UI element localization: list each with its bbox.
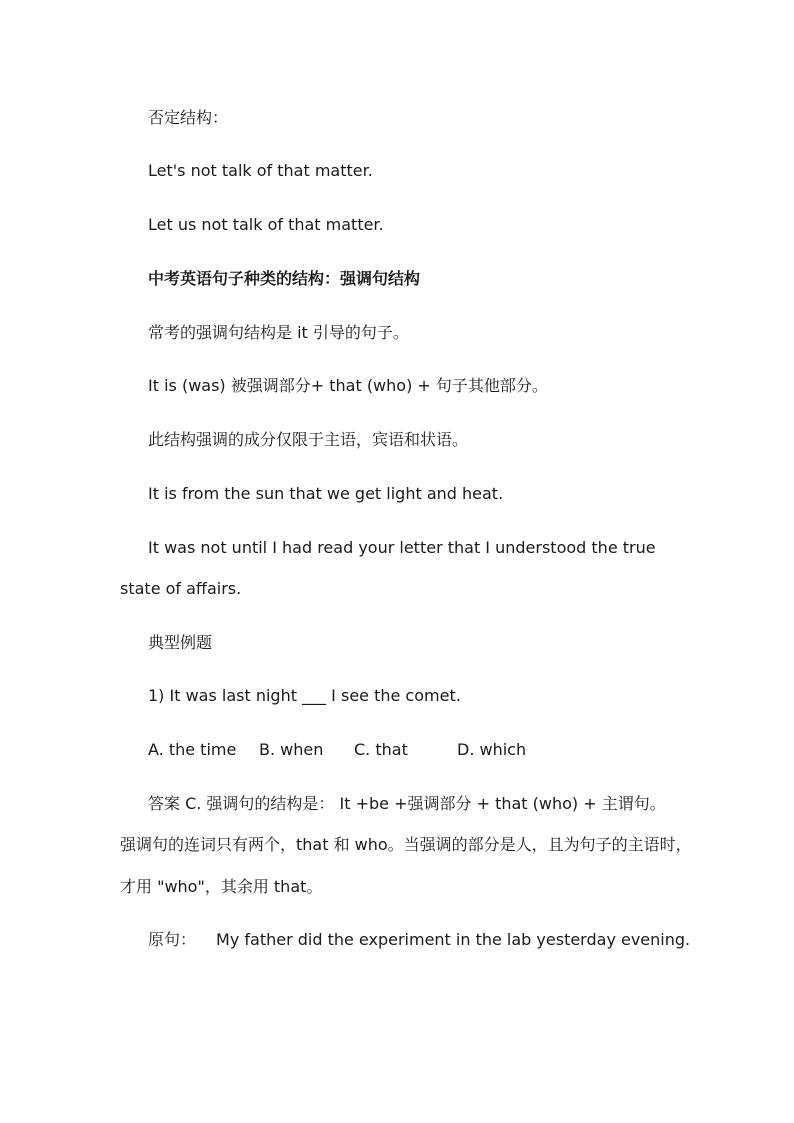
emphasis-formula: It is (was) 被强调部分+ that (who) + 句子其他部分。 <box>148 376 548 395</box>
typical-examples-heading: 典型例题 <box>148 633 213 652</box>
emphasis-common-note: 常考的强调句结构是 it 引导的句子。 <box>148 323 409 342</box>
emphasis-example-1: It is from the sun that we get light and heat. <box>148 484 504 503</box>
option-c: C. that <box>354 740 408 759</box>
answer-line-2: 强调句的连词只有两个，that 和 who。当强调的部分是人，且为句子的主语时， <box>120 835 692 854</box>
original-sentence: My father did the experiment in the lab yesterday evening. <box>216 930 691 949</box>
emphasis-structure-heading: 中考英语句子种类的结构：强调句结构 <box>148 269 421 288</box>
question-1: 1) It was last night ___ I see the comet. <box>148 686 461 705</box>
option-d: D. which <box>457 740 527 759</box>
negative-example-2: Let us not talk of that matter. <box>148 215 384 234</box>
negative-structure-heading: 否定结构： <box>148 108 229 127</box>
emphasis-example-2-line-2: state of affairs. <box>120 579 242 598</box>
emphasis-example-2-line-1: It was not until I had read your letter that I understood the true <box>148 538 656 557</box>
negative-example-1: Let's not talk of that matter. <box>148 161 373 180</box>
original-sentence-label: 原句： <box>148 930 197 949</box>
answer-options <box>148 740 526 760</box>
option-b: B. when <box>259 740 324 759</box>
option-a: A. the time <box>148 740 237 759</box>
answer-line-3: 才用 "who"，其余用 that。 <box>120 877 323 896</box>
original-sentence-row <box>148 930 690 950</box>
emphasis-limit-note: 此结构强调的成分仅限于主语，宾语和状语。 <box>148 430 469 449</box>
answer-line-1: 答案 C. 强调句的结构是： It +be +强调部分 + that (who) + 主谓句。 <box>148 794 666 813</box>
